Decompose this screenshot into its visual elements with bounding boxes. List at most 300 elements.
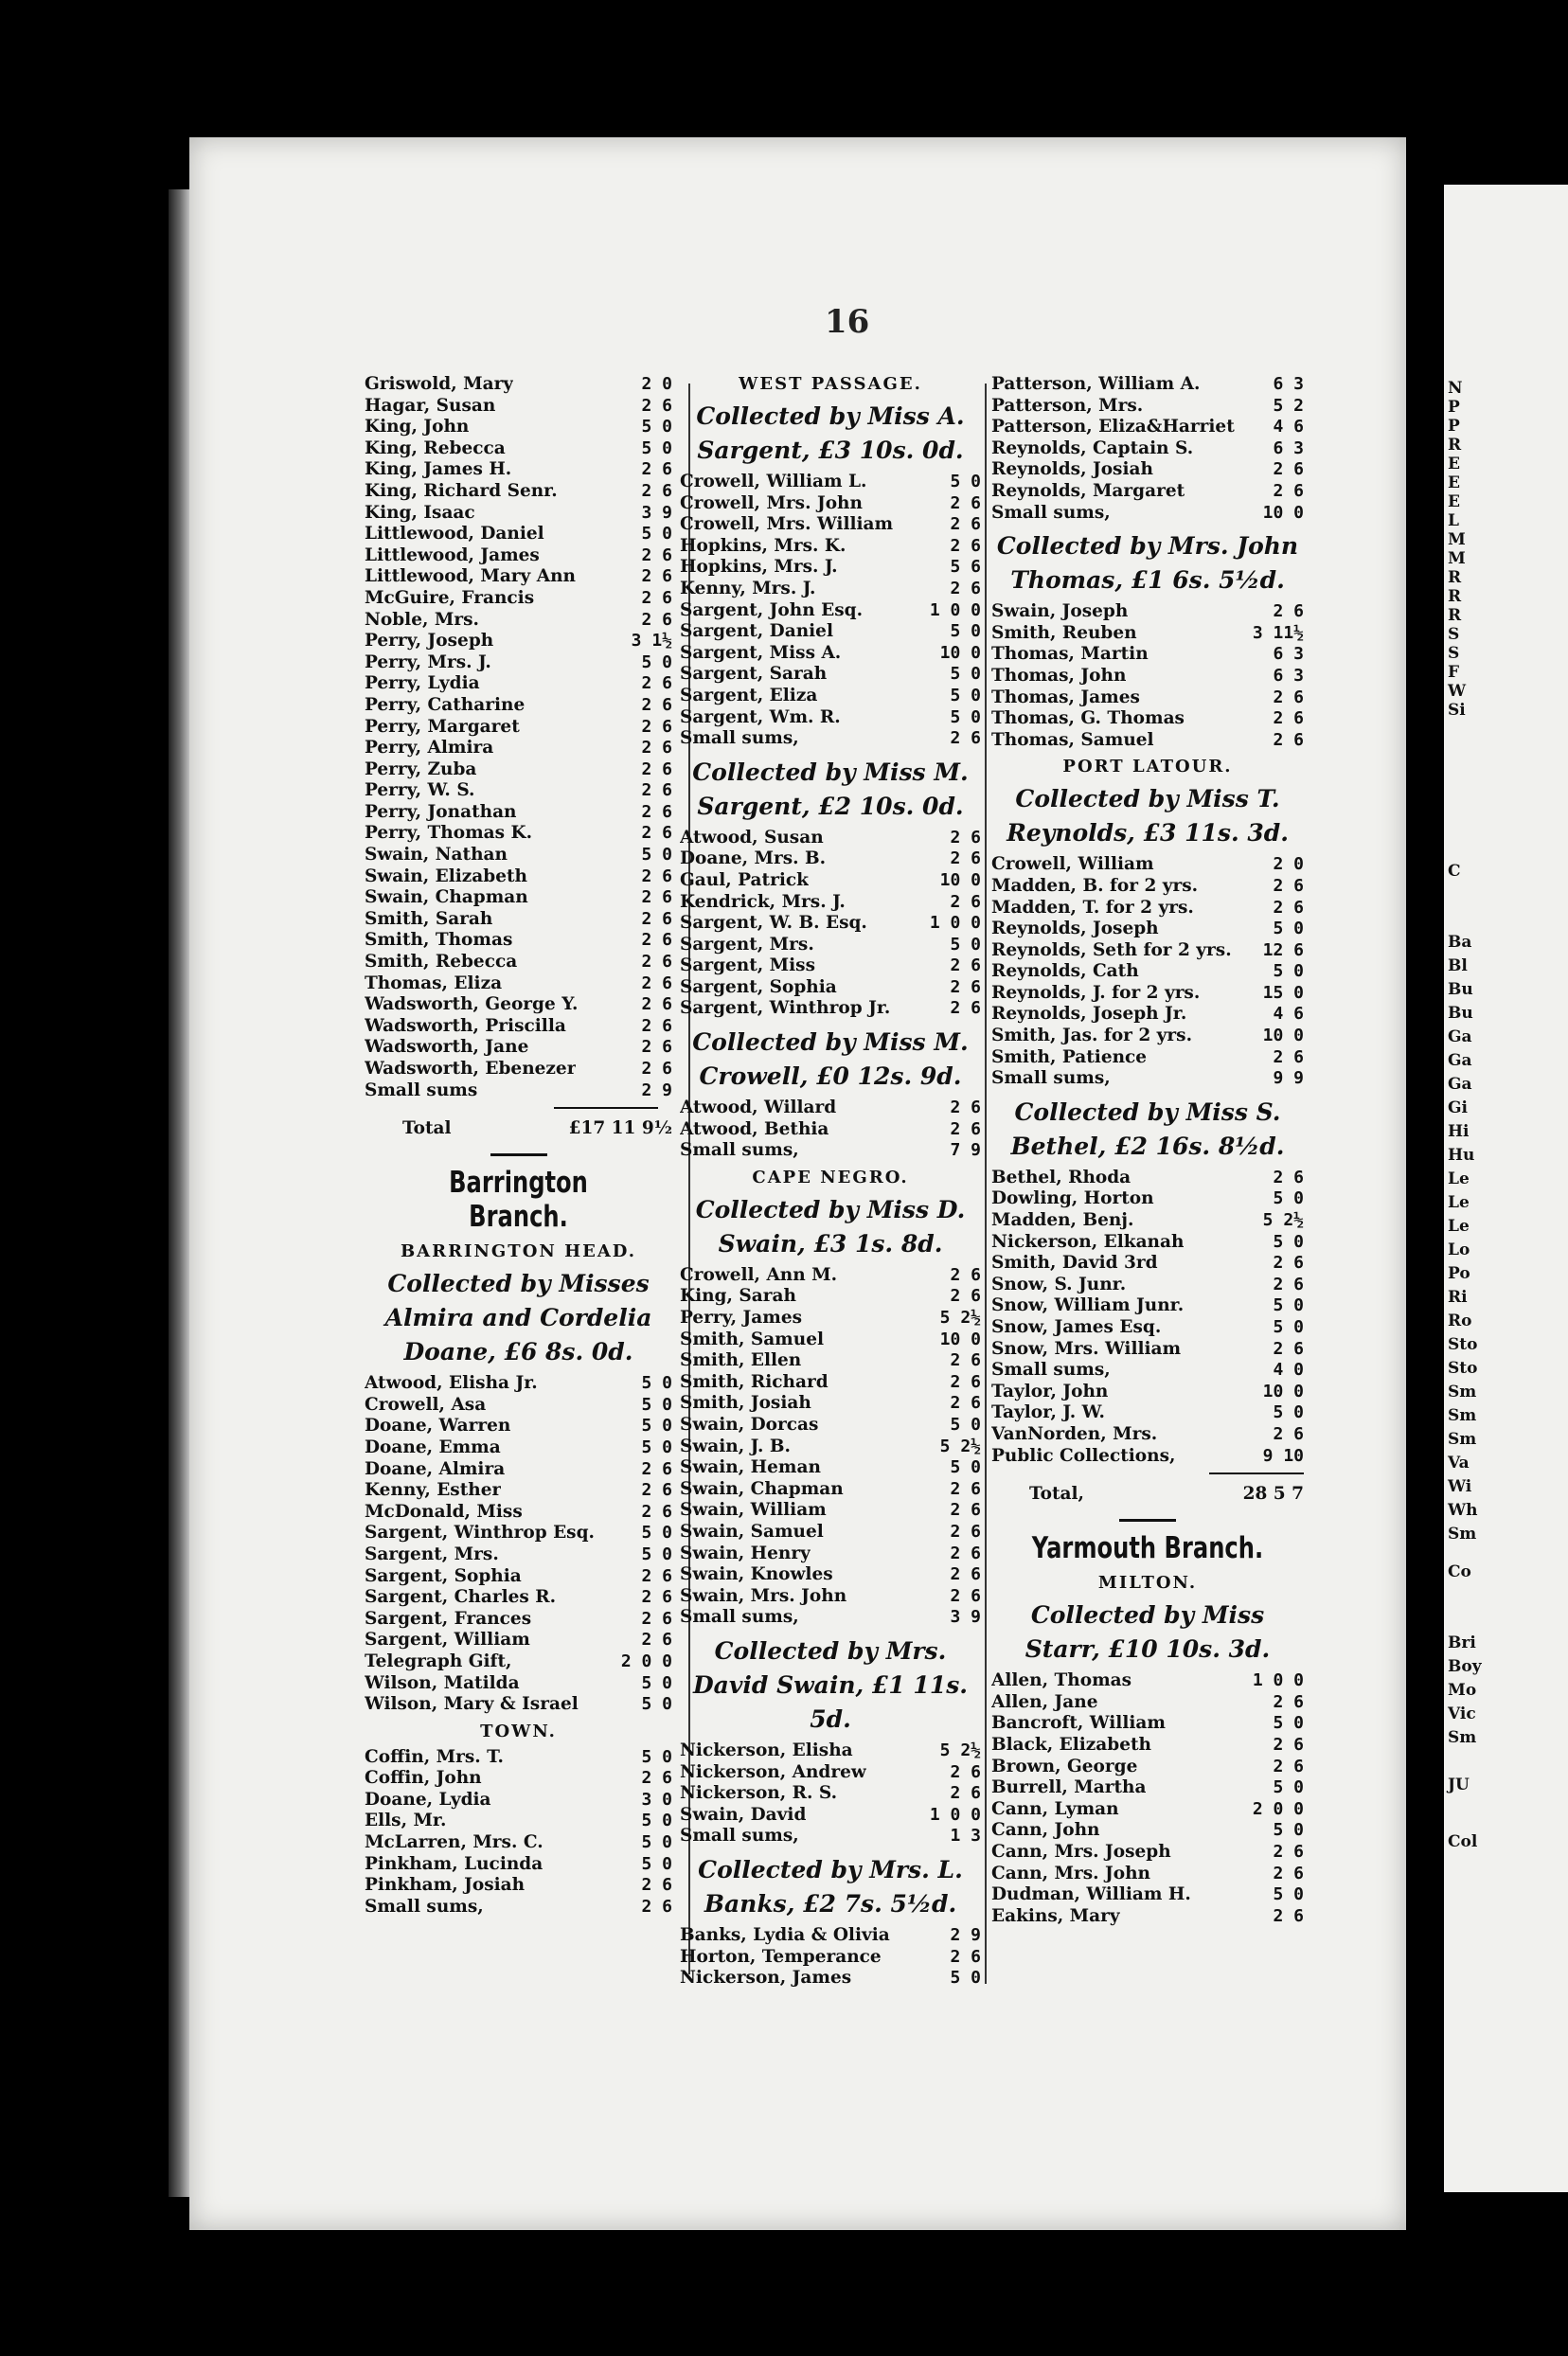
list-item — [991, 1777, 1304, 1799]
entry-amount: 5 0 — [950, 685, 981, 705]
entry-name: Thomas, James — [991, 687, 1140, 707]
list-item — [365, 717, 672, 739]
entry-name: Reynolds, J. for 2 yrs. — [991, 982, 1201, 1003]
entry-name: Bancroft, William — [991, 1713, 1166, 1734]
list-item — [680, 1286, 981, 1308]
entry-name: Ells, Mr. — [365, 1811, 447, 1831]
list-item — [991, 666, 1304, 687]
collector-heading: Collected by Miss M. Sargent, £2 10s. 0d. — [692, 758, 969, 820]
entry-amount: 2 6 — [641, 887, 672, 908]
adjacent-page-fragment: Ba — [1448, 933, 1472, 952]
entry-name: Sargent, Daniel — [680, 621, 833, 642]
list-item — [680, 828, 981, 849]
adjacent-page-fragment: R — [1448, 568, 1462, 587]
entry-name: Thomas, Samuel — [991, 729, 1154, 750]
adjacent-page-fragment: Bri — [1448, 1633, 1476, 1652]
entry-amount: 2 6 — [641, 1630, 672, 1651]
adjacent-page-fragment: Mo — [1448, 1681, 1477, 1700]
list-item — [365, 652, 672, 674]
entry-amount: 2 6 — [950, 998, 981, 1019]
adjacent-page-fragment: P — [1448, 398, 1460, 417]
entry-amount: 2 6 — [1273, 875, 1304, 896]
entry-amount: 2 6 — [641, 609, 672, 630]
entry-amount: 5 0 — [641, 651, 672, 672]
list-item — [365, 1790, 672, 1812]
entry-amount: 2 6 — [1273, 1841, 1304, 1862]
collector-heading: Collected by Miss A. Sargent, £3 10s. 0d. — [696, 402, 965, 464]
list-item — [680, 935, 981, 956]
list-item — [365, 673, 672, 695]
entry-name: Taylor, J. W. — [991, 1402, 1105, 1423]
entry-amount: 5 0 — [641, 1672, 672, 1693]
list-item — [365, 1832, 672, 1854]
entry-amount: 5 0 — [950, 934, 981, 955]
list-item — [365, 1416, 672, 1437]
entry-amount: 2 6 — [950, 827, 981, 848]
entry-amount: 2 6 — [1273, 1905, 1304, 1926]
entry-amount: 2 6 — [641, 395, 672, 416]
entry-amount: 2 6 — [641, 1768, 672, 1789]
entry-name: Swain, Nathan — [365, 845, 508, 866]
entry-amount: 2 6 — [950, 1118, 981, 1139]
list-item — [680, 1330, 981, 1351]
collector-heading: Collected by Misses Almira and Cordelia Doane, £6 8s. 0d. — [384, 1270, 652, 1366]
adjacent-page-fragment: Ro — [1448, 1312, 1472, 1330]
adjacent-page-fragment: Si — [1448, 701, 1466, 720]
entry-name: Small sums, — [680, 1140, 799, 1161]
entry-amount: 2 0 0 — [1252, 1798, 1304, 1819]
entry-name: Horton, Temperance — [680, 1946, 882, 1967]
entry-name: Reynolds, Cath — [991, 961, 1139, 982]
column-1 — [365, 374, 672, 1918]
entry-name: Small sums, — [365, 1896, 484, 1917]
entry-name: Sargent, Winthrop Jr. — [680, 998, 891, 1019]
entry-amount: 2 6 — [641, 1896, 672, 1917]
adjacent-page-fragment: Lo — [1448, 1240, 1470, 1259]
adjacent-page-fragment: Sto — [1448, 1359, 1478, 1378]
adjacent-page-fragment: Wh — [1448, 1501, 1478, 1520]
entry-amount: 2 6 — [950, 1585, 981, 1606]
entry-name: Nickerson, Andrew — [680, 1761, 866, 1782]
entry-amount: 5 0 — [1273, 1820, 1304, 1841]
list-item — [365, 1694, 672, 1716]
entry-amount: 2 6 — [1273, 1756, 1304, 1776]
entry-name: Reynolds, Seth for 2 yrs. — [991, 939, 1232, 960]
entry-amount: 2 0 0 — [620, 1651, 672, 1671]
adjacent-page-fragment: Bu — [1448, 980, 1473, 999]
list-item — [991, 1402, 1304, 1424]
entry-name: Nickerson, James — [680, 1968, 852, 1989]
entry-amount: 2 6 — [641, 1565, 672, 1586]
adjacent-page-fragment: Sm — [1448, 1728, 1477, 1747]
entry-amount: 10 0 — [939, 642, 981, 663]
entry-name: Nickerson, Elisha — [680, 1740, 853, 1760]
entry-name: Eakins, Mary — [991, 1905, 1120, 1926]
entries-list — [365, 374, 672, 1101]
entry-amount: 2 6 — [641, 759, 672, 779]
entry-name: Smith, Jas. for 2 yrs. — [991, 1026, 1193, 1046]
entry-name: Pinkham, Lucinda — [365, 1853, 543, 1874]
adjacent-page-fragment: Le — [1448, 1217, 1470, 1236]
list-item — [991, 1820, 1304, 1842]
list-item — [991, 708, 1304, 730]
list-item — [365, 1502, 672, 1524]
list-item — [680, 600, 981, 622]
entry-name: King, John — [365, 417, 470, 437]
list-item — [991, 940, 1304, 962]
entry-name: Kenny, Mrs. J. — [680, 578, 816, 598]
list-item — [991, 1424, 1304, 1446]
entry-amount: 5 0 — [950, 664, 981, 685]
entry-name: Allen, Thomas — [991, 1670, 1132, 1691]
entry-name: Atwood, Bethia — [680, 1118, 829, 1139]
entry-amount: 5 0 — [1273, 1231, 1304, 1252]
entry-name: Sargent, Frances — [365, 1608, 532, 1629]
list-item — [365, 930, 672, 952]
entry-name: Smith, Richard — [680, 1371, 829, 1392]
column-divider-2 — [985, 384, 987, 1984]
entry-amount: 5 0 — [641, 1416, 672, 1437]
list-item — [680, 579, 981, 600]
entry-name: Small sums, — [680, 1607, 799, 1628]
entry-amount: 2 6 — [1273, 480, 1304, 501]
list-item — [991, 1317, 1304, 1339]
entry-name: Reynolds, Josiah — [991, 459, 1153, 480]
entry-amount: 1 0 0 — [929, 1804, 981, 1825]
entry-amount: 6 3 — [1273, 644, 1304, 665]
entry-name: Crowell, Mrs. William — [680, 514, 894, 535]
entry-name: Nickerson, R. S. — [680, 1783, 838, 1804]
list-item — [365, 1437, 672, 1459]
entry-amount: 15 0 — [1262, 982, 1304, 1003]
entry-amount: 5 2½ — [939, 1436, 981, 1456]
entry-amount: 5 0 — [1273, 1188, 1304, 1209]
entry-amount: 5 0 — [950, 706, 981, 727]
adjacent-page-fragment: M — [1448, 549, 1466, 568]
entry-name: Perry, Joseph — [365, 631, 494, 651]
entries-list — [991, 1168, 1304, 1467]
list-item — [365, 1059, 672, 1080]
list-item — [365, 738, 672, 759]
entry-name: Smith, Sarah — [365, 908, 493, 929]
list-item — [991, 876, 1304, 898]
entry-name: Swain, William — [680, 1500, 827, 1521]
list-item — [365, 780, 672, 802]
adjacent-page-fragment: Ri — [1448, 1288, 1468, 1307]
list-item — [365, 1673, 672, 1695]
entry-name: Perry, Almira — [365, 738, 494, 759]
entry-name: Thomas, G. Thomas — [991, 708, 1185, 729]
entry-amount: 2 6 — [1273, 1863, 1304, 1883]
entry-name: Nickerson, Elkanah — [991, 1231, 1185, 1252]
entry-amount: 2 6 — [641, 1059, 672, 1079]
list-item — [991, 601, 1304, 623]
entry-amount: 2 6 — [950, 1564, 981, 1585]
entry-name: Perry, Margaret — [365, 716, 520, 737]
entry-amount: 7 9 — [950, 1140, 981, 1161]
list-item — [991, 1188, 1304, 1210]
list-item — [680, 955, 981, 977]
total-label: Total — [402, 1118, 452, 1139]
entry-name: Allen, Jane — [991, 1691, 1098, 1712]
list-item — [991, 1735, 1304, 1757]
list-item — [991, 1232, 1304, 1254]
entry-amount: 2 6 — [641, 801, 672, 822]
collector-heading: Collected by Miss M. Crowell, £0 12s. 9d. — [692, 1028, 969, 1091]
entry-amount: 5 0 — [641, 1373, 672, 1394]
entry-name: Atwood, Susan — [680, 827, 824, 848]
entry-name: Small sums, — [680, 728, 799, 749]
entry-amount: 2 6 — [950, 1264, 981, 1285]
entry-name: Sargent, Eliza — [680, 685, 818, 705]
list-item — [991, 623, 1304, 645]
adjacent-page-fragment: Sm — [1448, 1430, 1477, 1449]
entry-amount: 2 6 — [950, 891, 981, 912]
list-item — [365, 1037, 672, 1059]
list-item — [365, 952, 672, 973]
entry-name: Reynolds, Joseph — [991, 919, 1159, 939]
entry-amount: 2 6 — [950, 1761, 981, 1782]
entry-amount: 3 9 — [950, 1607, 981, 1628]
adjacent-page-fragment: Ga — [1448, 1075, 1472, 1094]
entry-name: Smith, Reuben — [991, 622, 1137, 643]
total-value: £17 11 9½ — [568, 1118, 672, 1139]
list-item — [991, 898, 1304, 919]
entry-name: Sargent, William — [365, 1630, 530, 1651]
entry-name: Wilson, Matilda — [365, 1672, 520, 1693]
adjacent-page-fragment: Hi — [1448, 1122, 1470, 1141]
page-edge — [169, 189, 191, 2197]
entry-name: Cann, Mrs. John — [991, 1863, 1151, 1883]
entry-amount: 5 0 — [1273, 1777, 1304, 1798]
list-item — [680, 1968, 981, 1990]
list-item — [991, 730, 1304, 752]
entries-list — [991, 1670, 1304, 1927]
entry-name: Crowell, Mrs. John — [680, 492, 863, 513]
column-3 — [991, 374, 1304, 1927]
entry-name: Sargent, Mrs. — [680, 934, 814, 955]
entry-amount: 2 0 — [641, 374, 672, 394]
entry-name: Smith, David 3rd — [991, 1253, 1158, 1274]
list-item — [680, 1925, 981, 1947]
entry-name: Small sums — [365, 1080, 478, 1100]
entry-name: Swain, Mrs. John — [680, 1585, 847, 1606]
entry-amount: 3 11½ — [1252, 622, 1304, 643]
entry-amount: 2 6 — [641, 459, 672, 480]
divider-rule — [490, 1153, 547, 1156]
entry-amount: 5 0 — [641, 1811, 672, 1831]
entry-amount: 5 0 — [1273, 1295, 1304, 1316]
entry-amount: 2 6 — [1273, 1423, 1304, 1444]
list-item — [680, 536, 981, 558]
entry-name: Thomas, Eliza — [365, 973, 503, 993]
entry-amount: 2 6 — [1273, 729, 1304, 750]
entry-name: Littlewood, James — [365, 544, 540, 565]
list-item — [991, 1068, 1304, 1090]
section-heading: CAPE NEGRO. — [752, 1167, 909, 1187]
entry-name: Wadsworth, Jane — [365, 1037, 529, 1058]
list-item — [680, 1564, 981, 1586]
entry-name: Crowell, William L. — [680, 472, 867, 491]
list-item — [365, 802, 672, 824]
entry-amount: 2 6 — [641, 866, 672, 886]
adjacent-page-fragment: JU — [1448, 1776, 1470, 1794]
list-item — [680, 707, 981, 729]
entry-name: King, Isaac — [365, 502, 475, 523]
entry-name: Hagar, Susan — [365, 395, 496, 416]
page-number: 16 — [825, 303, 870, 341]
list-item — [680, 1372, 981, 1394]
entries-list — [680, 1098, 981, 1162]
list-item — [991, 919, 1304, 940]
list-item — [680, 1586, 981, 1608]
entry-amount: 6 3 — [1273, 665, 1304, 686]
entry-amount: 2 6 — [641, 716, 672, 737]
list-item — [365, 631, 672, 652]
entry-name: Snow, S. Junr. — [991, 1274, 1127, 1294]
list-item — [680, 1265, 981, 1287]
list-item — [365, 1395, 672, 1417]
entry-amount: 5 0 — [641, 1437, 672, 1457]
entry-name: Reynolds, Margaret — [991, 480, 1185, 501]
list-item — [991, 1446, 1304, 1468]
entry-name: Patterson, Mrs. — [991, 395, 1144, 416]
list-item — [365, 994, 672, 1016]
collector-heading: Collected by Mrs. L. Banks, £2 7s. 5½d. — [698, 1855, 963, 1918]
entry-name: Reynolds, Joseph Jr. — [991, 1004, 1187, 1025]
list-item — [680, 472, 981, 493]
entry-name: Snow, Mrs. William — [991, 1338, 1182, 1359]
entry-name: McGuire, Francis — [365, 587, 535, 608]
adjacent-page-fragment: Co — [1448, 1562, 1471, 1581]
list-item — [991, 438, 1304, 460]
entry-name: Thomas, John — [991, 665, 1127, 686]
divider-rule — [1119, 1519, 1176, 1522]
section-heading: MILTON. — [1097, 1573, 1198, 1594]
entry-name: Cann, Lyman — [991, 1798, 1119, 1819]
entry-name: Taylor, John — [991, 1381, 1109, 1401]
list-item — [365, 545, 672, 567]
entries-list — [680, 828, 981, 1020]
entry-name: Sargent, Sophia — [365, 1565, 522, 1586]
adjacent-page-fragment: E — [1448, 492, 1460, 511]
entry-amount: 2 6 — [950, 1521, 981, 1542]
entry-amount: 10 0 — [1262, 1026, 1304, 1046]
list-item — [680, 514, 981, 536]
list-item — [365, 396, 672, 418]
entry-name: Swain, Dorcas — [680, 1415, 819, 1435]
list-item — [991, 481, 1304, 503]
collector-heading: Collected by Mrs. John Thomas, £1 6s. 5½d. — [996, 532, 1299, 595]
list-item — [365, 524, 672, 545]
entry-name: Banks, Lydia & Olivia — [680, 1924, 890, 1945]
entry-amount: 2 6 — [641, 587, 672, 608]
adjacent-page-fragment: Bu — [1448, 1004, 1473, 1023]
list-item — [680, 643, 981, 665]
entry-name: Pinkham, Josiah — [365, 1875, 526, 1896]
section-heading: WEST PASSAGE. — [739, 374, 922, 394]
list-item — [365, 1897, 672, 1919]
entry-name: Madden, T. for 2 yrs. — [991, 897, 1194, 918]
adjacent-page-fragment: Vic — [1448, 1705, 1476, 1723]
entry-name: Smith, Samuel — [680, 1329, 825, 1349]
entry-name: Dowling, Horton — [991, 1188, 1154, 1209]
list-item — [365, 1651, 672, 1673]
entry-name: Griswold, Mary — [365, 374, 514, 394]
adjacent-page-fragment: S — [1448, 625, 1460, 644]
entry-name: Crowell, William — [991, 854, 1154, 875]
entry-amount: 2 6 — [950, 1098, 981, 1118]
entry-amount: 5 0 — [1273, 1402, 1304, 1423]
entry-amount: 5 0 — [641, 845, 672, 866]
list-item — [365, 1875, 672, 1897]
list-item — [991, 1339, 1304, 1361]
list-item — [365, 845, 672, 866]
entry-name: Smith, Rebecca — [365, 952, 518, 973]
entry-name: Doane, Mrs. B. — [680, 848, 827, 869]
list-item — [991, 961, 1304, 983]
list-item — [365, 1566, 672, 1588]
entry-amount: 1 0 0 — [1252, 1670, 1304, 1691]
entry-name: McLarren, Mrs. C. — [365, 1832, 543, 1853]
list-item — [991, 1253, 1304, 1275]
entry-amount: 2 6 — [641, 480, 672, 501]
entries-list — [680, 1740, 981, 1847]
adjacent-page-fragment: E — [1448, 455, 1460, 473]
entry-name: Snow, William Junr. — [991, 1295, 1185, 1316]
list-item — [680, 1522, 981, 1544]
entry-amount: 5 0 — [641, 1544, 672, 1564]
column-2 — [680, 374, 981, 1990]
entry-name: Patterson, Eliza&Harriet — [991, 417, 1235, 437]
entry-amount: 2 6 — [641, 566, 672, 587]
entry-amount: 2 6 — [1273, 1734, 1304, 1755]
list-item — [680, 1350, 981, 1372]
list-item — [365, 909, 672, 931]
entry-amount: 4 6 — [1273, 1004, 1304, 1025]
entry-amount: 2 6 — [1273, 687, 1304, 707]
entry-name: Wadsworth, Ebenezer — [365, 1059, 577, 1079]
list-item — [991, 854, 1304, 876]
list-item — [680, 621, 981, 643]
list-item — [365, 1747, 672, 1769]
adjacent-page-fragment: R — [1448, 587, 1462, 606]
adjacent-page-fragment: Boy — [1448, 1657, 1482, 1676]
entry-name: Doane, Lydia — [365, 1789, 491, 1810]
list-item — [991, 1004, 1304, 1026]
list-item — [680, 1308, 981, 1330]
entry-amount: 5 0 — [950, 472, 981, 491]
list-item — [991, 1210, 1304, 1232]
entry-amount: 5 2½ — [1262, 1210, 1304, 1231]
entry-amount: 2 6 — [950, 1783, 981, 1804]
entry-amount: 5 0 — [1273, 1884, 1304, 1905]
entry-amount: 2 6 — [950, 955, 981, 976]
branch-heading: Barrington Branch. — [449, 1166, 588, 1235]
entry-amount: 2 6 — [641, 973, 672, 993]
entry-name: Madden, Benj. — [991, 1210, 1134, 1231]
list-item — [680, 1826, 981, 1847]
entry-amount: 2 6 — [641, 823, 672, 844]
entry-amount: 5 0 — [950, 1968, 981, 1989]
collector-heading: Collected by Miss D. Swain, £3 1s. 8d. — [695, 1195, 966, 1258]
list-item — [365, 610, 672, 632]
list-item — [991, 1692, 1304, 1714]
entry-name: Patterson, William A. — [991, 374, 1201, 394]
list-item — [365, 823, 672, 845]
list-item — [680, 1457, 981, 1479]
entry-name: Atwood, Elisha Jr. — [365, 1373, 538, 1394]
